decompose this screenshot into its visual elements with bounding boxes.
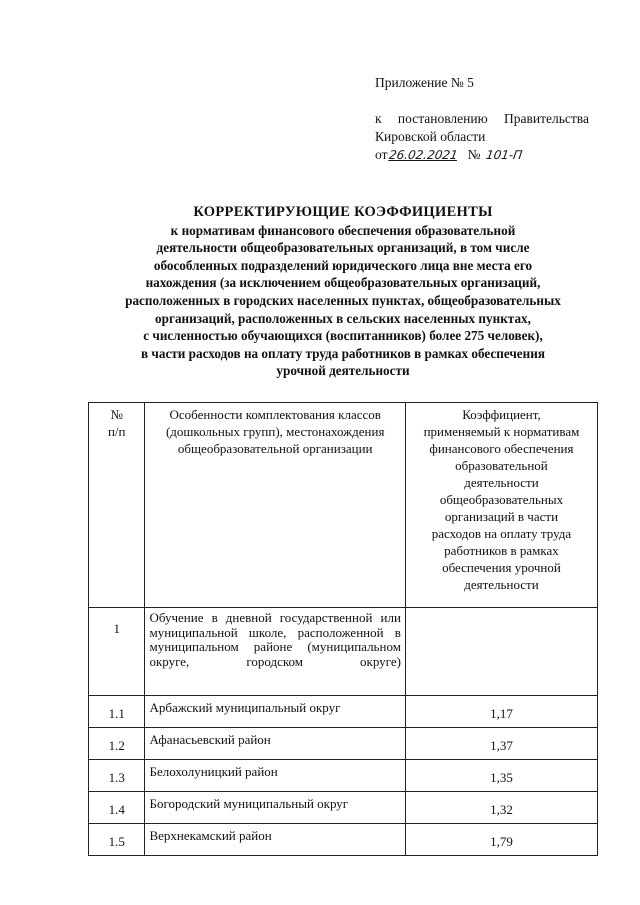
date-prefix: от xyxy=(375,147,388,162)
header-cell-coefficient xyxy=(405,403,597,608)
row-coefficient: 1,32 xyxy=(405,792,597,824)
row-number: 1.5 xyxy=(89,824,145,856)
table-row xyxy=(89,824,598,856)
row-coefficient: 1,17 xyxy=(405,696,597,728)
header-cell-number xyxy=(89,403,145,608)
section-number: 1 xyxy=(89,608,145,696)
table-section-row xyxy=(89,608,598,696)
row-number: 1.2 xyxy=(89,728,145,760)
handwritten-number: 101-П xyxy=(485,148,524,162)
row-coefficient: 1,37 xyxy=(405,728,597,760)
appendix-date-line xyxy=(375,146,605,164)
appendix-region: Кировской области xyxy=(375,129,486,144)
table-row xyxy=(89,760,598,792)
coefficients-table xyxy=(88,402,598,856)
table-header-row xyxy=(89,403,598,608)
handwritten-date: 26.02.2021 xyxy=(388,148,460,162)
appendix-block xyxy=(375,74,605,164)
row-name: Белохолуницкий район xyxy=(145,760,405,792)
appendix-word: постановлению xyxy=(397,111,488,126)
table-row xyxy=(89,728,598,760)
document-title: КОРРЕКТИРУЮЩИЕ КОЭФФИЦИЕНТЫ xyxy=(193,204,493,220)
row-coefficient: 1,79 xyxy=(405,824,597,856)
header-features-text: Особенности комплектования классов (дошкольных групп), местонахождения общеобразовательной организации xyxy=(165,407,385,456)
document-subtitle: к нормативам финансового обеспечения образовательной деятельности общеобразовательных организаций, в том числе обособленных подразделений юридического лица вне места его нахождения (за исключением общеобразовательных организаций, расположенных в городских населенных пунктах, общеобразовательных организаций, расположенных в сельских населенных пунктах, с численностью обучающихся (воспитанников) более 275 человек), в части расходов на оплату труда работников в рамках обеспечения урочной деятельности xyxy=(125,222,561,379)
appendix-word: Правительства xyxy=(504,111,589,126)
header-coefficient-text: Коэффициент, применяемый к нормативам финансового обеспечения образовательной деятельности общеобразовательных организаций в части расходов на оплату труда работников в рамках обеспечения урочной деятельности xyxy=(423,407,580,592)
appendix-title: Приложение № 5 xyxy=(375,75,474,90)
appendix-gap xyxy=(375,92,605,110)
row-name: Богородский муниципальный округ xyxy=(145,792,405,824)
section-coefficient-empty xyxy=(405,608,597,696)
header-number-text: № п/п xyxy=(107,407,126,439)
number-prefix: № xyxy=(467,147,481,162)
row-number: 1.4 xyxy=(89,792,145,824)
row-name: Афанасьевский район xyxy=(145,728,405,760)
row-coefficient: 1,35 xyxy=(405,760,597,792)
section-text: Обучение в дневной государственной или муниципальной школе, расположенной в муниципальном районе (муниципальном округе, городском округе) xyxy=(145,608,405,696)
appendix-word: к xyxy=(375,111,382,126)
header-cell-features xyxy=(145,403,405,608)
appendix-resolution-line xyxy=(375,110,589,128)
row-number: 1.1 xyxy=(89,696,145,728)
table-row xyxy=(89,792,598,824)
document-title-block xyxy=(80,204,606,380)
row-name: Верхнекамский район xyxy=(145,824,405,856)
row-number: 1.3 xyxy=(89,760,145,792)
table-row xyxy=(89,696,598,728)
row-name: Арбажский муниципальный округ xyxy=(145,696,405,728)
